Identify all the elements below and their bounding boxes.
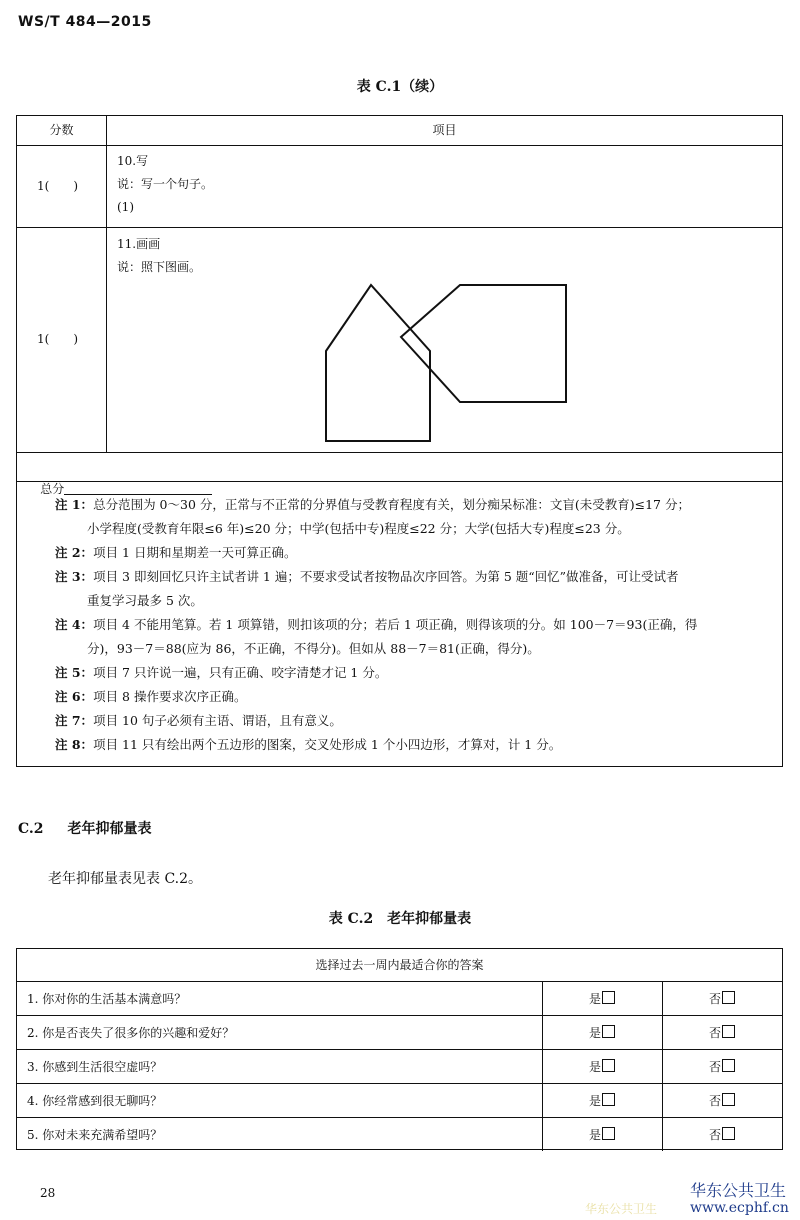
item-line: 说：写一个句子。 (117, 177, 214, 191)
note-1-continued: 小学程度(受教育年限≤6 年)≤20 分；中学(包括中专)程度≤22 分；大学(包括大专)程度≤23 分。 (87, 521, 630, 536)
watermark-name: 华东公共卫生 (690, 1181, 787, 1200)
note-6: 注 6：项目 8 操作要求次序正确。 (55, 689, 247, 704)
answer-yes[interactable]: 是 (589, 1092, 615, 1109)
note-1: 注 1：总分范围为 0～30 分，正常与不正常的分界值与受教育程度有关，划分痴呆标准：文盲(未受教育)≤17 分； (55, 497, 690, 512)
table-c1-header-rule (17, 145, 782, 146)
standard-code: WS/T 484—2015 (18, 14, 152, 30)
score-cell: 1( ) (37, 179, 78, 193)
watermark-url: www.ecphf.cn (690, 1200, 789, 1216)
table-c2-header: 选择过去一周内最适合你的答案 (315, 958, 484, 972)
no-checkbox[interactable] (722, 1093, 735, 1106)
note-4-continued: 分)，93－7＝88(应为 86，不正确，不得分)。但如从 88－7＝81(正确，得分)。 (87, 641, 540, 656)
watermark-ghost-text: 华东公共卫生 (585, 1202, 658, 1216)
no-checkbox[interactable] (722, 991, 735, 1004)
score-cell: 1( ) (37, 332, 78, 346)
answer-yes[interactable]: 是 (589, 990, 615, 1007)
table-c1-column-divider (106, 116, 107, 452)
table-row (17, 1015, 782, 1050)
intersecting-pentagons-figure (322, 281, 577, 443)
question-text: 3. 你感到生活很空虚吗？ (27, 1060, 163, 1074)
yes-checkbox[interactable] (602, 1059, 615, 1072)
answer-no[interactable]: 否 (709, 1092, 735, 1109)
column-header-item: 项目 (432, 123, 457, 137)
pentagon-left (326, 285, 430, 441)
note-8: 注 8：项目 11 只有绘出两个五边形的图案，交叉处形成 1 个小四边形，才算对，计 1 分。 (55, 737, 562, 752)
answer-no[interactable]: 否 (709, 1058, 735, 1075)
item-line: 10.写 (117, 154, 149, 168)
answer-no[interactable]: 否 (709, 990, 735, 1007)
section-paragraph: 老年抑郁量表见表 C.2。 (48, 871, 203, 887)
table-row (17, 1117, 782, 1152)
no-checkbox[interactable] (722, 1025, 735, 1038)
note-3-continued: 重复学习最多 5 次。 (87, 593, 203, 608)
total-score-label: 总分 (25, 455, 212, 524)
section-number: C.2 (18, 821, 44, 837)
note-5: 注 5：项目 7 只许说一遍，只有正确、咬字清楚才记 1 分。 (55, 665, 388, 680)
section-title: 老年抑郁量表 (67, 821, 152, 837)
table-c1-caption: 表 C.1（续） (356, 79, 444, 95)
table-c2 (16, 948, 783, 1150)
note-4: 注 4：项目 4 不能用笔算。若 1 项算错，则扣该项的分；若后 1 项正确，则得该项的分。如 100－7＝93(正确，得 (55, 617, 698, 632)
item-line: 说：照下图画。 (117, 260, 202, 274)
question-text: 4. 你经常感到很无聊吗？ (27, 1094, 163, 1108)
item-line: (1) (117, 200, 134, 214)
pentagon-right (401, 285, 566, 402)
answer-yes[interactable]: 是 (589, 1024, 615, 1041)
yes-checkbox[interactable] (602, 1025, 615, 1038)
note-3: 注 3：项目 3 即刻回忆只许主试者讲 1 遍；不要求受试者按物品次序回答。为第 5 题“回忆”做准备，可让受试者 (55, 569, 679, 584)
table-row (17, 981, 782, 1016)
answer-yes[interactable]: 是 (589, 1058, 615, 1075)
table-c2-caption: 表 C.2 老年抑郁量表 (328, 911, 472, 927)
yes-checkbox[interactable] (602, 1127, 615, 1140)
no-checkbox[interactable] (722, 1059, 735, 1072)
table-row (17, 1083, 782, 1118)
question-text: 2. 你是否丧失了很多你的兴趣和爱好？ (27, 1026, 235, 1040)
table-row (17, 1049, 782, 1084)
column-header-score: 分数 (49, 123, 74, 137)
answer-yes[interactable]: 是 (589, 1126, 615, 1143)
section-heading (18, 818, 176, 838)
note-7: 注 7：项目 10 句子必须有主语、谓语，且有意义。 (55, 713, 342, 728)
no-checkbox[interactable] (722, 1127, 735, 1140)
item-line: 11.画画 (117, 237, 161, 251)
note-2: 注 2：项目 1 日期和星期差一天可算正确。 (55, 545, 297, 560)
table-c1 (16, 115, 783, 767)
question-text: 1. 你对你的生活基本满意吗？ (27, 992, 187, 1006)
yes-checkbox[interactable] (602, 991, 615, 1004)
answer-no[interactable]: 否 (709, 1024, 735, 1041)
table-c1-row-rule (17, 452, 782, 453)
question-text: 5. 你对未来充满希望吗？ (27, 1128, 163, 1142)
page-number: 28 (40, 1186, 56, 1200)
answer-no[interactable]: 否 (709, 1126, 735, 1143)
table-c1-row-rule (17, 227, 782, 228)
yes-checkbox[interactable] (602, 1093, 615, 1106)
